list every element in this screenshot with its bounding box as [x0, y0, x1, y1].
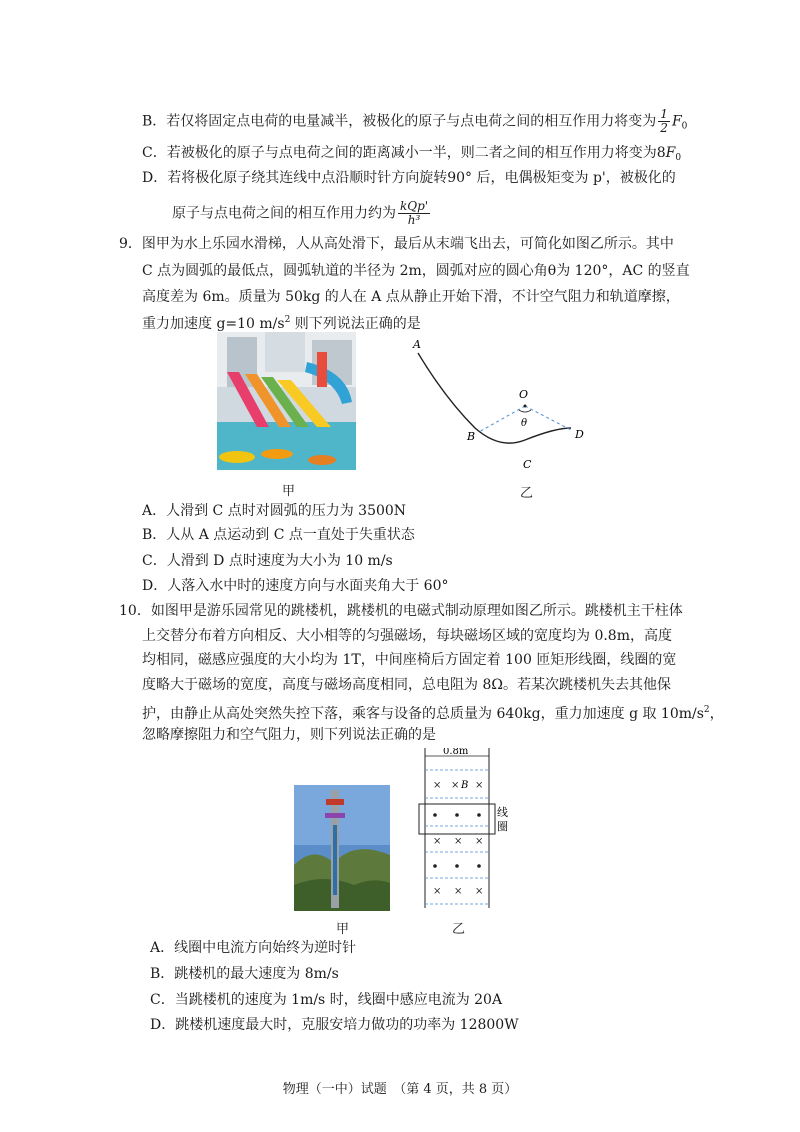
q10-option-a: A．线圈中电流方向始终为逆时针 — [150, 940, 357, 956]
fraction-kqp-h3: $\frac{\text{kQp'}}{\text{h³}}$ — [400, 199, 429, 227]
label-b-field: B — [461, 780, 469, 791]
q8-option-d: D．若将极化原子绕其连线中点沿顺时针方向旋转90° 后，电偶极矩变为 p'，被极化的 — [142, 170, 676, 186]
q10-option-c: C．当跳楼机的速度为 1m/s 时，线圈中感应电流为 20A — [150, 992, 503, 1008]
field-row-into-page-2 — [433, 836, 483, 847]
q9-option-d: D．人落入水中时的速度方向与水面夹角大于 60° — [142, 578, 449, 594]
slide-track-curve — [418, 353, 571, 443]
label-b: B — [467, 430, 476, 443]
radius-ob — [479, 406, 528, 432]
water-slide-photo — [217, 332, 356, 470]
magnetic-field-diagram — [413, 748, 513, 908]
field-row-into-page-1 — [433, 780, 483, 791]
label-o: O — [519, 388, 529, 401]
q8-option-b: B．若仅将固定点电荷的电量减半，被极化的原子与点电荷之间的相互作用力将变为 $\frac{1}{2}$ $F_0$ — [142, 107, 688, 135]
svg-text:×: × — [433, 886, 442, 897]
q9-option-a: A．人滑到 C 点时对圆弧的压力为 3500N — [142, 503, 407, 519]
label-d: D — [575, 428, 584, 441]
svg-text:×: × — [475, 836, 484, 847]
q8-option-c: C．若被极化的原子与点电荷之间的距离减小一半，则二者之间的相互作用力将变为$8F_0$ — [142, 145, 682, 163]
fig9-caption-jia: 甲 — [282, 484, 296, 499]
q9-option-b: B．人从 A 点运动到 C 点一直处于失重状态 — [142, 527, 415, 543]
q10-stem-4: 度略大于磁场的宽度，高度与磁场高度相同，总电阻为 8Ω。若某次跳楼机失去其他保 — [142, 677, 671, 693]
q10-option-b: B．跳楼机的最大速度为 8m/s — [150, 966, 339, 982]
q8-option-d-cont: 原子与点电荷之间的相互作用力约为 $\frac{\text{kQp'}}{\text{h³}}$ — [172, 199, 429, 227]
q10-stem-1: 10．如图甲是游乐园常见的跳楼机，跳楼机的电磁式制动原理如图乙所示。跳楼机主干柱体 — [119, 603, 683, 619]
angle-arc — [519, 410, 531, 412]
fig9-caption-yi: 乙 — [520, 486, 534, 501]
q9-stem-2: C 点为圆弧的最低点，圆弧轨道的半径为 2m，圆弧对应的圆心角θ为 120°，AC 的竖直 — [142, 263, 690, 279]
svg-text:×: × — [454, 836, 463, 847]
field-row-into-page-3 — [433, 886, 483, 897]
q9-stem-3: 高度差为 6m。质量为 50kg 的人在 A 点从静止开始下滑，不计空气阻力和轨道摩擦， — [142, 289, 680, 305]
fig10-caption-jia: 甲 — [336, 922, 350, 937]
q10-stem-3: 均相同，磁感应强度的大小均为 1T，中间座椅后方固定着 100 匝矩形线圈，线圈的宽 — [142, 652, 677, 668]
q9-stem-1: 9．图甲为水上乐园水滑梯，人从高处滑下，最后从末端飞出去，可简化如图乙所示。其中 — [119, 236, 674, 252]
svg-text:×: × — [475, 780, 484, 791]
label-theta: θ — [521, 418, 528, 429]
svg-text:×: × — [433, 780, 442, 791]
field-row-out-of-page-1 — [433, 813, 481, 817]
coil-label-1: 线 — [497, 806, 508, 819]
page-footer: 物理（一中）试题 （第 4 页，共 8 页） — [282, 1082, 518, 1097]
q10-stem-2: 上交替分布着方向相反、大小相等的匀强磁场，每块磁场区域的宽度均为 0.8m，高度 — [142, 628, 672, 644]
field-row-out-of-page-2 — [433, 864, 481, 868]
q9-option-c: C．人滑到 D 点时速度为大小为 10 m/s — [142, 553, 393, 569]
radius-od — [525, 406, 571, 430]
q10-option-d: D．跳楼机速度最大时，克服安培力做功的功率为 12800W — [150, 1017, 519, 1033]
coil-rectangle — [419, 804, 495, 834]
slide-track-diagram — [405, 328, 595, 478]
center-point-o — [524, 405, 527, 408]
svg-text:×: × — [454, 886, 463, 897]
width-label: 0.8m — [443, 748, 469, 757]
svg-text:×: × — [451, 780, 460, 791]
q10-stem-5: 护，由静止从高处突然失控下落，乘客与设备的总质量为 640kg，重力加速度 g 取 $10m/s^2$， — [142, 705, 724, 722]
coil-label-2: 圈 — [497, 820, 508, 833]
label-c: C — [523, 458, 532, 471]
svg-text:×: × — [475, 886, 484, 897]
label-a: A — [413, 338, 421, 351]
fraction-half: $\frac{1}{2}$ — [660, 107, 668, 135]
drop-tower-photo — [294, 785, 390, 911]
svg-text:×: × — [433, 836, 442, 847]
fig10-caption-yi: 乙 — [452, 922, 466, 937]
q10-stem-6: 忽略摩擦阻力和空气阻力，则下列说法正确的是 — [142, 727, 436, 743]
q9-stem-4: 重力加速度 g=10 $m/s^2$ 则下列说法正确的是 — [142, 315, 421, 332]
